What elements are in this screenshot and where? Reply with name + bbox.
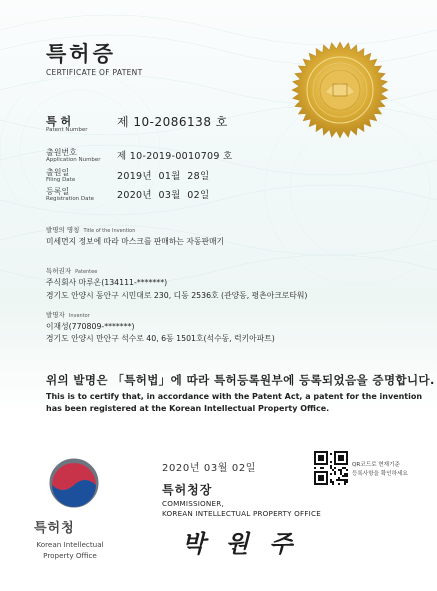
invention-label-ko: 발명의 명칭 [46, 226, 80, 234]
inventor-address: 경기도 안양시 만안구 석수로 40, 6동 1501호(석수동, 럭키아파트) [46, 334, 275, 343]
filing-date-label: 출원일 [46, 168, 70, 177]
inventor-label-en: Inventor [68, 313, 90, 319]
registration-date: 2020년 03월 02일 [117, 190, 210, 201]
registration-date-label: 등록일 [46, 187, 70, 196]
gold-seal-icon [290, 40, 390, 140]
registration-date-label-en: Registration Date [46, 196, 95, 202]
commissioner-title-ko: 특허청장 [162, 483, 213, 497]
commissioner-title-en-line2: KOREAN INTELLECTUAL PROPERTY OFFICE [162, 509, 321, 518]
filing-date: 2019년 01월 28일 [117, 171, 210, 182]
qr-note-line2: 등록사항을 확인하세요 [352, 471, 408, 477]
invention-title: 미세먼지 정보에 따라 마스크를 판매하는 자동판매기 [46, 237, 225, 246]
application-label: 출원번호 [46, 148, 77, 157]
inventor-label-ko: 발명자 [46, 311, 65, 319]
qr-code-icon[interactable] [313, 450, 349, 486]
issue-date: 2020년 03월 02일 [162, 463, 257, 474]
svg-text:박 원 주: 박 원 주 [182, 529, 298, 558]
patent-number: 제 10-2086138 호 [117, 115, 228, 129]
patent-label-en: Patent Number [46, 127, 88, 133]
patent-label: 특 허 [46, 115, 72, 128]
invention-label [46, 225, 135, 234]
invention-label-en: Title of the Invention [83, 228, 136, 234]
kipo-name-en-line2: Property Office [43, 551, 97, 560]
kipo-name-en-line1: Korean Intellectual [36, 540, 104, 549]
commissioner-title-en-line1: COMMISSIONER, [162, 499, 224, 508]
kipo-name-ko: 특허청 [34, 521, 75, 536]
patentee-label [46, 266, 97, 275]
patentee-address: 경기도 안양시 동안구 시민대로 230, 디동 2536호 (관양동, 평촌아크로타워) [46, 291, 308, 300]
inventor-label [46, 310, 90, 319]
qr-note-line1: QR코드로 현재기준 [352, 462, 400, 468]
certificate-title-en: CERTIFICATE OF PATENT [46, 68, 143, 77]
certification-statement-ko: 위의 발명은 「특허법」에 따라 특허등록원부에 등록되었음을 증명합니다. [46, 373, 435, 387]
patentee-label-ko: 특허권자 [46, 267, 72, 275]
application-label-en: Application Number [46, 157, 101, 163]
certificate-title: 특허증 [46, 42, 116, 66]
patentee-label-en: Patentee [75, 269, 98, 275]
inventor-name: 이재성(770809-*******) [46, 322, 135, 331]
kipo-logo-icon [46, 455, 102, 511]
certification-statement-en-line1: This is to certify that, in accordance with the Patent Act, a patent for the invention [46, 392, 423, 401]
signature-icon [178, 522, 298, 562]
filing-date-label-en: Filing Date [46, 177, 76, 183]
certification-statement-en-line2: has been registered at the Korean Intellectual Property Office. [46, 404, 330, 413]
application-number: 제 10-2019-0010709 호 [117, 151, 233, 162]
patentee-name: 주식회사 마루온(134111-*******) [46, 278, 168, 287]
